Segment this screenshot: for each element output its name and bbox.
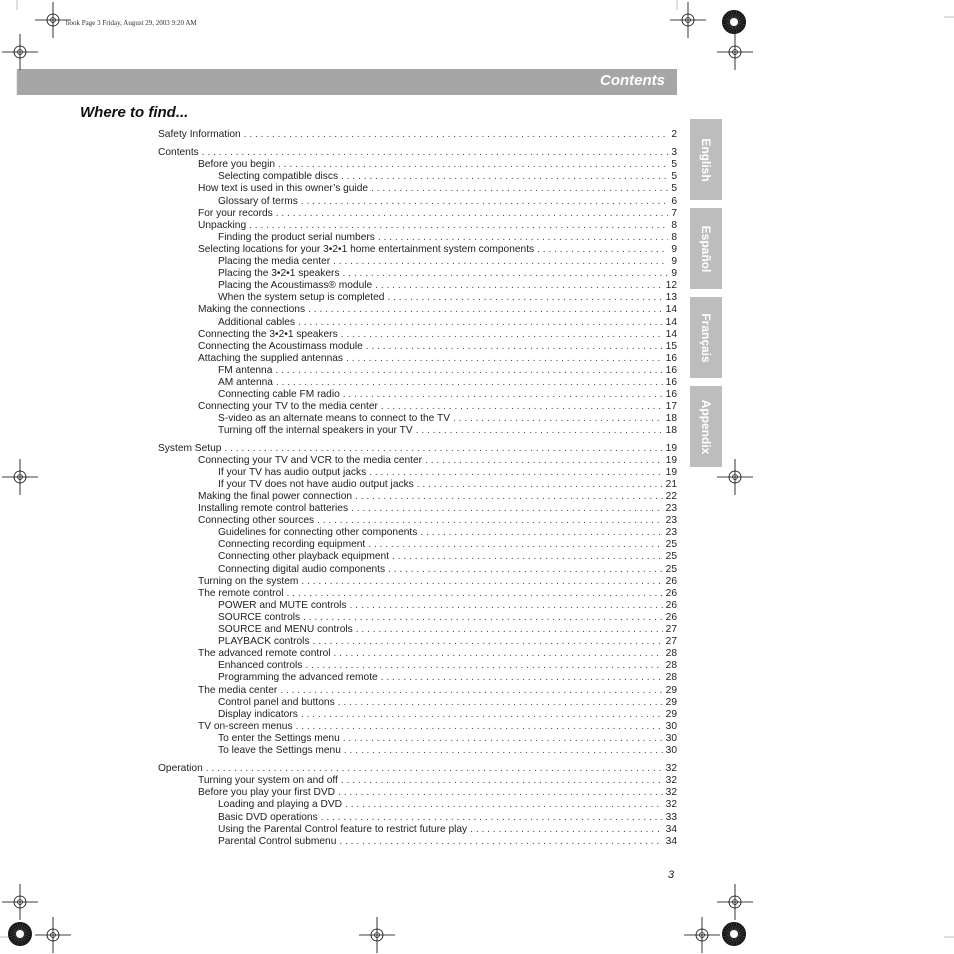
toc-entry-label: If your TV has audio output jacks — [218, 466, 367, 478]
toc-entry-label: Display indicators — [218, 708, 298, 720]
page-title: Contents — [600, 72, 665, 89]
color-target-icon — [7, 921, 33, 947]
toc-entry-page: 26 — [665, 611, 677, 623]
toc-entry-page: 5 — [671, 171, 677, 183]
toc-entry-page: 5 — [671, 183, 677, 195]
toc-entry-page: 30 — [665, 732, 677, 744]
registration-mark-icon — [2, 884, 38, 920]
toc-entry-label: Placing the media center — [218, 256, 331, 267]
toc-entry-page: 19 — [665, 454, 677, 466]
toc-entry-page: 18 — [665, 413, 677, 425]
toc-entry-page: 9 — [671, 268, 677, 280]
toc-entry-label: S-video as an alternate means to connect to the TV — [218, 413, 450, 425]
toc-entry-page: 32 — [665, 763, 677, 775]
toc-entry-page: 12 — [665, 280, 677, 292]
toc-entry-page: 16 — [665, 352, 677, 364]
toc-entry-label: Connecting digital audio components — [218, 563, 386, 575]
toc-entry-page: 5 — [671, 159, 677, 171]
toc-entry-label: Using the Parental Control feature to restrict future play — [218, 823, 468, 835]
toc-entry-label: Finding the product serial numbers — [218, 231, 375, 243]
toc-entry-page: 28 — [665, 672, 677, 684]
toc-entry-label: Connecting the 3•2•1 speakers — [198, 328, 338, 340]
toc-entry-label: Selecting compatible discs — [218, 171, 339, 183]
toc-entry-page: 25 — [665, 539, 677, 551]
registration-mark-icon — [717, 34, 753, 70]
toc-entry-page: 7 — [671, 207, 677, 219]
toc-entry-label: Before you play your first DVD — [198, 787, 336, 799]
toc-entry-label: Unpacking — [198, 219, 247, 231]
color-target-icon — [721, 9, 747, 35]
toc-entry-label: Connecting other playback equipment — [218, 551, 390, 563]
toc-entry-label: Installing remote control batteries — [198, 503, 349, 514]
toc-entry-page: 23 — [665, 503, 677, 514]
toc-entry-page: 32 — [665, 787, 677, 799]
page-number: 3 — [668, 869, 675, 881]
toc-entry-label: Basic DVD operations — [218, 811, 318, 823]
toc-entry-page: 34 — [665, 835, 677, 847]
toc-entry-label: Control panel and buttons — [218, 696, 335, 708]
toc-entry-label: To enter the Settings menu — [218, 732, 340, 744]
toc-entry-page: 8 — [671, 231, 677, 243]
toc-entry-page: 26 — [665, 587, 677, 599]
toc-entry-page: 17 — [665, 401, 677, 413]
toc-entry-label: Selecting locations for your 3•2•1 home entertainment system components — [198, 243, 535, 255]
registration-mark-icon — [35, 2, 71, 38]
toc-entry-page: 26 — [665, 575, 677, 587]
toc-entry-label: Enhanced controls — [218, 660, 303, 672]
toc-entry-page: 13 — [665, 292, 677, 304]
section-heading: Where to find... — [80, 104, 189, 121]
color-target-icon — [721, 921, 747, 947]
toc-entry-page: 30 — [665, 745, 677, 756]
toc-entry-page: 30 — [665, 720, 677, 732]
toc-entry-page: 23 — [665, 515, 677, 527]
toc-entry-label: Contents — [158, 147, 199, 159]
toc-entry-page: 16 — [665, 364, 677, 376]
toc-entry-page: 26 — [665, 599, 677, 611]
toc-entry-page: 27 — [665, 636, 677, 648]
toc-entry-label: POWER and MUTE controls — [218, 599, 347, 611]
toc-entry-page: 25 — [665, 551, 677, 563]
toc-entry-label: Placing the Acoustimass® module — [218, 280, 373, 292]
toc-entry-page: 34 — [665, 823, 677, 835]
toc-entry-label: Parental Control submenu — [218, 835, 337, 847]
toc-entry-page: 23 — [665, 527, 677, 539]
toc-entry-page: 14 — [665, 328, 677, 340]
toc-entry-label: Making the final power connection — [198, 490, 353, 502]
toc-entry-label: To leave the Settings menu — [218, 745, 341, 756]
toc-entry-label: Guidelines for connecting other components — [218, 527, 418, 539]
toc-entry-label: Connecting your TV to the media center — [198, 401, 378, 413]
toc-entry-label: TV on-screen menus — [198, 720, 293, 732]
registration-mark-icon — [2, 34, 38, 70]
toc-entry-label: Connecting your TV and VCR to the media center — [198, 454, 423, 466]
toc-entry-label: System Setup — [158, 442, 222, 454]
toc-entry-page: 16 — [665, 389, 677, 401]
toc-entry-label: Operation — [158, 763, 203, 775]
toc-entry-page: 2 — [671, 129, 677, 140]
toc-entry-label: Making the connections — [198, 304, 306, 316]
toc-entry-page: 21 — [665, 478, 677, 490]
toc-entry-page: 8 — [671, 219, 677, 231]
registration-mark-icon — [670, 2, 706, 38]
print-info: book Page 3 Friday, August 29, 2003 9:20 AM — [66, 19, 197, 27]
toc-entry-label: PLAYBACK controls — [218, 636, 310, 648]
toc-entry-page: 33 — [665, 811, 677, 823]
toc-entry-label: The advanced remote control — [198, 648, 331, 660]
toc-entry-page: 14 — [665, 304, 677, 316]
toc-entry-page: 25 — [665, 563, 677, 575]
toc-entry-label: Turning off the internal speakers in your TV — [218, 425, 413, 437]
registration-mark-icon — [717, 884, 753, 920]
toc-entry-label: SOURCE controls — [218, 611, 301, 623]
toc-entry-label: Glossary of terms — [218, 195, 298, 207]
toc-entry-label: How text is used in this owner’s guide — [198, 183, 369, 195]
toc-entry-label: Attaching the supplied antennas — [198, 352, 343, 364]
toc-entry-page: 28 — [665, 660, 677, 672]
toc-entry-page: 18 — [665, 425, 677, 437]
toc-entry-label: Placing the 3•2•1 speakers — [218, 268, 340, 280]
toc-entry-label: For your records — [198, 207, 273, 219]
toc-entry-label: AM antenna — [218, 377, 273, 388]
toc-entry-label: Connecting other sources — [198, 515, 315, 527]
toc-entry-label: Connecting the Acoustimass module — [198, 340, 363, 352]
toc-entry-label: Before you begin — [198, 159, 276, 171]
toc-entry-label: The remote control — [198, 587, 284, 599]
toc-entry-label: The media center — [198, 684, 278, 696]
tab-label: English — [699, 137, 713, 182]
toc-entry-page: 32 — [665, 775, 677, 787]
toc-entry-label: Safety Information — [158, 129, 241, 140]
toc-entry-label: When the system setup is completed — [218, 292, 385, 304]
registration-mark-icon — [2, 459, 38, 495]
registration-mark-icon — [684, 917, 720, 953]
toc-entry-label: Connecting recording equipment — [218, 539, 366, 551]
toc-entry-page: 3 — [671, 147, 677, 159]
toc-entry-label: Turning on the system — [198, 575, 299, 587]
toc-entry-page: 28 — [665, 648, 677, 660]
toc-entry-label: Additional cables — [218, 316, 296, 328]
registration-mark-icon — [717, 459, 753, 495]
toc-entry-page: 6 — [671, 195, 677, 207]
registration-mark-icon — [359, 917, 395, 953]
toc-entry-page: 22 — [665, 490, 677, 502]
tab-label: Appendix — [699, 399, 713, 454]
toc-entry-page: 29 — [665, 696, 677, 708]
toc-entry-page: 9 — [671, 256, 677, 267]
toc-entry-page: 32 — [665, 799, 677, 811]
toc-entry-label: Programming the advanced remote — [218, 672, 378, 684]
toc-entry-page: 9 — [671, 243, 677, 255]
registration-mark-icon — [35, 917, 71, 953]
toc-entry-label: Connecting cable FM radio — [218, 389, 340, 401]
toc-entry-page: 29 — [665, 708, 677, 720]
toc-entry-label: Loading and playing a DVD — [218, 799, 343, 811]
toc-entry-page: 19 — [665, 466, 677, 478]
toc-entry-page: 16 — [665, 377, 677, 388]
toc-entry-label: FM antenna — [218, 364, 273, 376]
toc-entry-page: 29 — [665, 684, 677, 696]
toc-entry-page: 27 — [665, 624, 677, 635]
toc-entry-label: If your TV does not have audio output jacks — [218, 478, 414, 490]
toc-entry-label: Turning your system on and off — [198, 775, 338, 787]
toc-entry-page: 19 — [665, 442, 677, 454]
tab-label: Français — [699, 312, 713, 363]
toc-entry-label: SOURCE and MENU controls — [218, 624, 353, 635]
toc-entry-page: 14 — [665, 316, 677, 328]
toc-entry-page: 15 — [665, 340, 677, 352]
tab-label: Español — [699, 225, 713, 272]
